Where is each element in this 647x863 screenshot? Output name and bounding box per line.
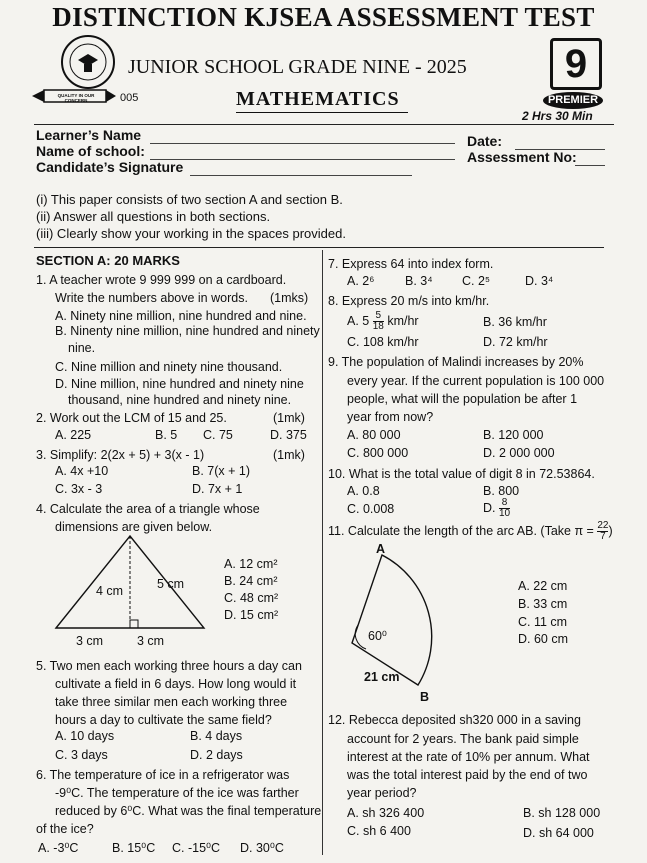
exam-subtitle: JUNIOR SCHOOL GRADE NINE - 2025 [128,56,467,78]
q11-option-d[interactable]: D. 60 cm [518,632,569,646]
q7-text: 7. Express 64 into index form. [328,257,494,271]
q5-text-line1: 5. Two men each working three hours a day can [36,659,302,673]
section-heading: SECTION A: 20 MARKS [36,253,180,268]
q2-marks: (1mk) [273,411,305,425]
q12-text-line2: account for 2 years. The bank paid simple [347,732,579,746]
q8-option-a-fraction: $\frac{5}{18}$ [372,310,384,332]
signature-label: Candidate’s Signature [36,159,184,175]
premier-badge: PREMIER [543,92,603,109]
q9-option-b[interactable]: B. 120 000 [483,428,544,442]
instruction-1: (i) This paper consists of two section A and section B. [36,192,343,207]
q1-text-line1: 1. A teacher wrote 9 999 999 on a cardboard. [36,273,287,287]
q5-text-line2: cultivate a field in 6 days. How long would it [55,677,297,691]
q11-option-c[interactable]: C. 11 cm [518,615,568,629]
q11-pi-fraction: $\frac{22}{7}$ [597,520,609,542]
q4-text-line2: dimensions are given below. [55,520,213,534]
date-label: Date: [467,133,503,149]
header-divider [34,124,614,125]
q9-text-line4: year from now? [347,410,434,424]
assessment-no-label: Assessment No: [467,149,577,165]
q1-marks: (1mks) [270,291,309,305]
signature-line[interactable] [190,163,412,176]
q3-option-c[interactable]: C. 3x - 3 [55,482,103,496]
q12-option-d[interactable]: D. sh 64 000 [523,826,594,840]
q6-option-b[interactable]: B. 15⁰C [112,841,156,855]
learner-name-label: Learner’s Name [36,127,142,143]
q7-option-d[interactable]: D. 3⁴ [525,274,554,288]
q7-option-a[interactable]: A. 2⁶ [347,274,375,288]
q5-text-line3: take three similar men each working three [55,695,288,709]
q5-option-a[interactable]: A. 10 days [55,729,115,743]
q2-option-a[interactable]: A. 225 [55,428,92,442]
q3-text: 3. Simplify: 2(2x + 5) + 3(x - 1) [36,448,205,462]
q2-option-d[interactable]: D. 375 [270,428,307,442]
q1-option-a[interactable]: A. Ninety nine million, nine hundred and nine. [55,309,307,323]
learner-name-line[interactable] [150,131,455,144]
q8-text: 8. Express 20 m/s into km/hr. [328,294,490,308]
sector-point-a: A [376,542,386,556]
q1-option-b[interactable]: B. Ninenty nine million, nine hundred and ninety [55,324,320,338]
q1-option-b-cont: nine. [68,341,96,355]
q12-option-a[interactable]: A. sh 326 400 [347,806,425,820]
sector-point-b: B [420,690,430,704]
exam-title: DISTINCTION KJSEA ASSESSMENT TEST [52,2,595,32]
q10-option-c[interactable]: C. 0.008 [347,502,395,516]
q3-marks: (1mk) [273,448,305,462]
exam-duration: 2 Hrs 30 Min [522,109,593,123]
q8-option-a[interactable]: A. 5 $\frac{5}{18}$ km/hr [347,310,419,332]
q1-text-line2: Write the numbers above in words. [55,291,248,305]
q6-text-line2: -9⁰C. The temperature of the ice was farther [55,786,299,800]
q4-option-d[interactable]: D. 15 cm² [224,608,279,622]
q4-option-c[interactable]: C. 48 cm² [224,591,279,605]
q1-option-c[interactable]: C. Nine million and ninety nine thousand. [55,360,283,374]
logo-motto: QUALITY IN OUR CONCERN [57,93,95,103]
subject-title: MATHEMATICS [236,88,400,110]
q10-option-d[interactable]: D. $\frac{8}{10}$ [483,497,511,519]
q5-option-b[interactable]: B. 4 days [190,729,243,743]
q9-option-c[interactable]: C. 800 000 [347,446,409,460]
q3-option-d[interactable]: D. 7x + 1 [192,482,243,496]
sector-angle-label: 60⁰ [368,629,387,643]
q4-option-b[interactable]: B. 24 cm² [224,574,278,588]
triangle-height-label: 4 cm [96,584,124,598]
school-name-line[interactable] [150,147,455,160]
q9-text-line1: 9. The population of Malindi increases by 20% [328,355,584,369]
subject-underline [236,112,408,113]
q12-text-line3: interest at the rate of 10% per annum. What [347,750,590,764]
q11-text: 11. Calculate the length of the arc AB. (Take π = $\frac{22}{7}$ ) [328,520,613,542]
triangle-base-right-label: 3 cm [137,634,165,648]
q8-option-b[interactable]: B. 36 km/hr [483,315,547,329]
q4-text-line1: 4. Calculate the area of a triangle whose [36,502,260,516]
q12-option-c[interactable]: C. sh 6 400 [347,824,411,838]
grade-box: 9 [550,38,602,90]
q12-text-line5: year period? [347,786,417,800]
q3-option-b[interactable]: B. 7(x + 1) [192,464,251,478]
q11-option-b[interactable]: B. 33 cm [518,597,568,611]
q7-option-b[interactable]: B. 3⁴ [405,274,433,288]
q6-text-line1: 6. The temperature of ice in a refrigerator was [36,768,290,782]
q9-text-line2: every year. If the current population is 100 000 [347,374,605,388]
instructions-divider [34,247,604,248]
q5-option-d[interactable]: D. 2 days [190,748,243,762]
q10-option-a[interactable]: A. 0.8 [347,484,380,498]
instruction-3: (iii) Clearly show your working in the spaces provided. [36,226,346,241]
sector-radius-label: 21 cm [364,670,400,684]
instruction-2: (ii) Answer all questions in both sections. [36,209,271,224]
q6-option-a[interactable]: A. -3⁰C [38,841,79,855]
q1-option-d-cont: thousand, nine hundred and ninety nine. [68,393,292,407]
q8-option-c[interactable]: C. 108 km/hr [347,335,419,349]
q12-option-b[interactable]: B. sh 128 000 [523,806,601,820]
q12-text-line4: was the total interest paid by the end of two [347,768,588,782]
q10-option-b[interactable]: B. 800 [483,484,520,498]
triangle-base-left-label: 3 cm [76,634,104,648]
assessment-no-line[interactable] [575,153,605,166]
q5-option-c[interactable]: C. 3 days [55,748,108,762]
column-divider [322,250,323,855]
triangle-diagram [50,530,210,634]
paper-code: 005 [120,92,139,104]
q9-option-a[interactable]: A. 80 000 [347,428,401,442]
q1-option-d[interactable]: D. Nine million, nine hundred and ninety nine [55,377,304,391]
q6-option-c[interactable]: C. -15⁰C [172,841,221,855]
q4-option-a[interactable]: A. 12 cm² [224,557,278,571]
q9-text-line3: people, what will the population be after 1 [347,392,578,406]
q2-option-b[interactable]: B. 5 [155,428,178,442]
q6-text-line3: reduced by 6⁰C. What was the final temperature [55,804,322,818]
q2-option-c[interactable]: C. 75 [203,428,233,442]
q8-option-d[interactable]: D. 72 km/hr [483,335,548,349]
q3-option-a[interactable]: A. 4x +10 [55,464,109,478]
q6-text-line4: of the ice? [36,822,94,836]
q2-text: 2. Work out the LCM of 15 and 25. [36,411,227,425]
q10-text: 10. What is the total value of digit 8 in 72.53864. [328,467,595,481]
q5-text-line4: hours a day to cultivate the same field? [55,713,272,727]
q9-option-d[interactable]: D. 2 000 000 [483,446,555,460]
q10-option-d-fraction: $\frac{8}{10}$ [498,497,511,519]
school-name-label: Name of school: [36,143,145,159]
triangle-side-label: 5 cm [157,577,185,591]
q11-option-a[interactable]: A. 22 cm [518,579,568,593]
q6-option-d[interactable]: D. 30⁰C [240,841,284,855]
q7-option-c[interactable]: C. 2⁵ [462,274,491,288]
q12-text-line1: 12. Rebecca deposited sh320 000 in a saving [328,713,581,727]
